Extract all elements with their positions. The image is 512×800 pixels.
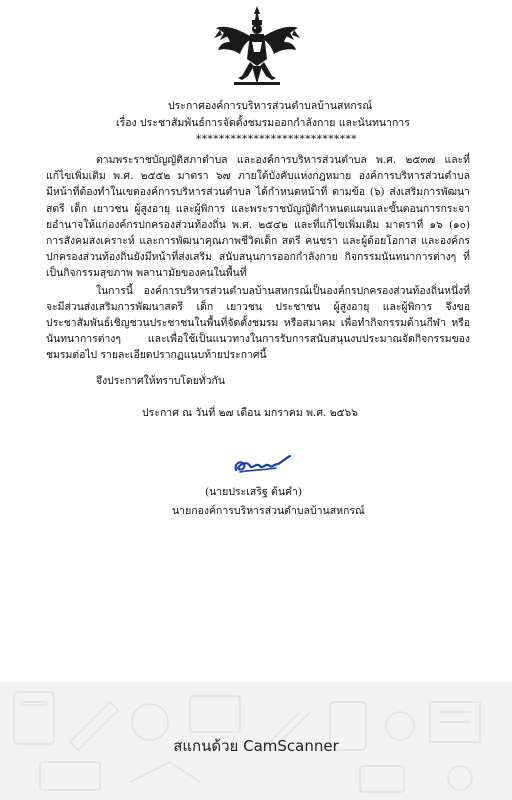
signer-name: (นายประเสริฐ ต้นคำ) — [205, 486, 303, 498]
signature-mark — [230, 452, 294, 480]
signer-position: นายกองค์การบริหารส่วนตำบลบ้านสหกรณ์ — [172, 505, 365, 517]
announcement-subject: เรื่อง ประชาสัมพันธ์การจัดตั้งชมรมออกกำลังกาย และนันทนาการ — [116, 117, 410, 129]
body-paragraph-2: ในการนี้ องค์การบริหารส่วนตำบลบ้านสหกรณ์เป็นองค์กรปกครองส่วนท้องถิ่นหนึ่งที่จะมีส่วนส่งเสริมการพัฒนาสตรี เด็ก เยาวชน ประชาชน ผู้สูงอายุ และผู้พิการ จึงขอประชาสัมพันธ์เชิญชวนประชาชนในพื้นที่จัดตั้งชมรม หรือสมาคม เพื่อทำกิจกรรมด้านกีฬา หรือนันทนาการต่างๆ และเพื่อใช้เป็นแนวทางในการรับการสนับสนุนงบประมาณจัดกิจกรรมของชมรมต่อไป รายละเอียดปรากฏแนบท้ายประกาศนี้ — [46, 284, 470, 362]
announcement-date: ประกาศ ณ วันที่ ๒๗ เดือน มกราคม พ.ศ. ๒๕๖๖ — [142, 407, 358, 419]
garuda-emblem-icon — [212, 4, 302, 90]
body-paragraph-3: จึงประกาศให้ทราบโดยทั่วกัน — [96, 374, 225, 387]
announcement-body — [46, 152, 470, 389]
body-paragraph-1: ตามพระราชบัญญัติสภาตำบล และองค์การบริหารส่วนตำบล พ.ศ. ๒๕๓๗ และที่แก้ไขเพิ่มเติม พ.ศ. ๒๕๕๒ มาตรา ๖๗ ภายใต้บังคับแห่งกฎหมาย องค์การบริหารส่วนตำบล มีหน้าที่ต้องทำในเขตองค์การบริหารส่วนตำบล ได้กำหนดหน้าที่ ตามข้อ (๖) ส่งเสริมการพัฒนาสตรี เด็ก เยาวชน ผู้สูงอายุ และผู้พิการ และพระราชบัญญัติกำหนดแผนและขั้นตอนการกระจายอำนาจให้แก่องค์กรปกครองส่วนท้องถิ่น พ.ศ. ๒๕๔๒ และที่แก้ไขเพิ่มเติม มาตราที่ ๑๖ (๑๐) การสังคมสงเคราะห์ และการพัฒนาคุณภาพชีวิตเด็ก สตรี คนชรา และผู้ด้อยโอกาส และองค์กรปกครองส่วนท้องถิ่นยังมีหน้าที่ส่งเสริม สนับสนุนการออกกำลังกาย กิจกรรมนันทนาการต่างๆ ที่เป็นกิจกรรมสุขภาพ พลานามัยของคนในพื้นที่ — [46, 154, 470, 280]
announcement-title: ประกาศองค์การบริหารส่วนตำบลบ้านสหกรณ์ — [168, 100, 373, 112]
separator-line: **************************** — [196, 133, 357, 145]
camscanner-watermark: สแกนด้วย CamScanner — [173, 737, 339, 755]
